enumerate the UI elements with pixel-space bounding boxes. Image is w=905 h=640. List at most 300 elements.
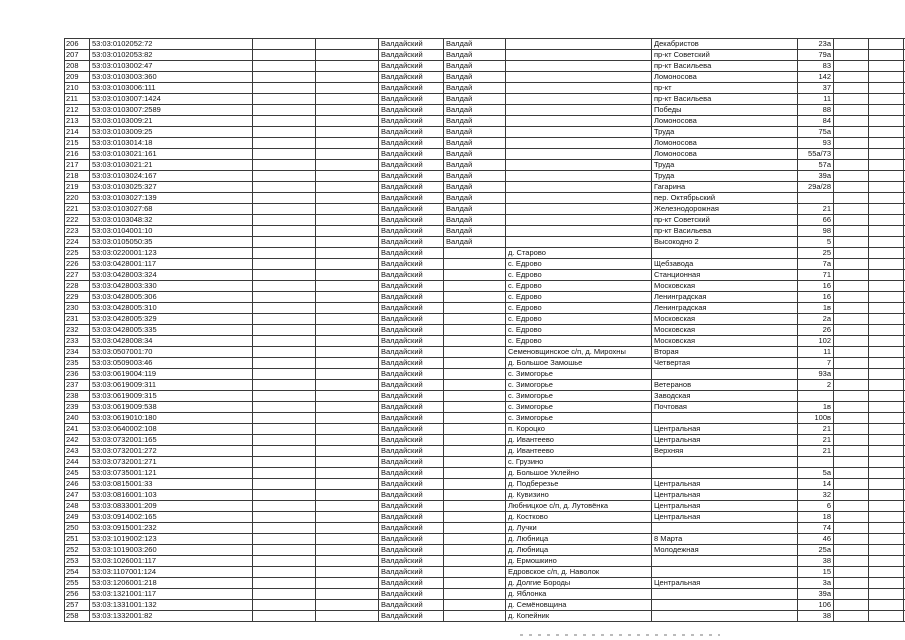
empty-cell [869,160,904,171]
table-row [65,358,905,369]
empty-cell [869,303,904,314]
city-cell: Валдай [444,160,506,171]
empty-cell [834,578,869,589]
empty-cell [253,578,316,589]
city-cell [444,347,506,358]
cadastral-number-cell: 53:03:0619004:119 [90,369,253,380]
district-cell: Валдайский [379,545,444,556]
empty-cell [834,105,869,116]
house-number-cell [798,457,834,468]
empty-cell [253,336,316,347]
table-row [65,281,905,292]
house-number-cell: 21 [798,446,834,457]
empty-cell [869,50,904,61]
empty-cell [316,523,379,534]
district-cell: Валдайский [379,270,444,281]
empty-cell [869,193,904,204]
city-cell: Валдай [444,204,506,215]
empty-cell [316,413,379,424]
street-cell: Четвертая [652,358,798,369]
cadastral-number-cell: 53:03:0428005:306 [90,292,253,303]
empty-cell [316,314,379,325]
empty-cell [316,468,379,479]
cadastral-number-cell: 53:03:0428003:330 [90,281,253,292]
street-cell: Железнодорожная [652,204,798,215]
table-row [65,171,905,182]
house-number-cell: 11 [798,94,834,105]
empty-cell [869,94,904,105]
row-number-cell: 250 [65,523,90,534]
row-number-cell: 258 [65,611,90,622]
house-number-cell: 39а [798,171,834,182]
house-number-cell: 5а [798,468,834,479]
city-cell: Валдай [444,61,506,72]
scan-artifact [520,634,720,636]
empty-cell [834,600,869,611]
empty-cell [253,424,316,435]
empty-cell [253,314,316,325]
row-number-cell: 248 [65,501,90,512]
city-cell [444,446,506,457]
empty-cell [253,160,316,171]
district-cell: Валдайский [379,589,444,600]
city-cell [444,369,506,380]
district-cell: Валдайский [379,413,444,424]
row-number-cell: 236 [65,369,90,380]
district-cell: Валдайский [379,50,444,61]
empty-cell [253,523,316,534]
street-cell [652,589,798,600]
row-number-cell: 206 [65,39,90,50]
cadastral-number-cell: 53:03:1107001:124 [90,567,253,578]
empty-cell [869,402,904,413]
empty-cell [869,61,904,72]
empty-cell [834,336,869,347]
empty-cell [834,72,869,83]
empty-cell [253,248,316,259]
street-cell: пр-кт Советский [652,50,798,61]
street-cell: Станционная [652,270,798,281]
row-number-cell: 230 [65,303,90,314]
empty-cell [253,83,316,94]
table-row [65,116,905,127]
locality-cell: д. Ивантеево [506,446,652,457]
empty-cell [253,534,316,545]
empty-cell [834,369,869,380]
table-row [65,204,905,215]
empty-cell [253,259,316,270]
house-number-cell: 21 [798,435,834,446]
city-cell: Валдай [444,149,506,160]
table-row [65,314,905,325]
empty-cell [869,248,904,259]
empty-cell [869,501,904,512]
empty-cell [253,457,316,468]
district-cell: Валдайский [379,391,444,402]
table-row [65,512,905,523]
empty-cell [869,567,904,578]
cadastral-number-cell: 53:03:0220001:123 [90,248,253,259]
cadastral-number-cell: 53:03:1332001:82 [90,611,253,622]
empty-cell [253,567,316,578]
empty-cell [253,226,316,237]
street-cell [652,248,798,259]
district-cell: Валдайский [379,336,444,347]
empty-cell [869,380,904,391]
street-cell: пр-кт [652,83,798,94]
locality-cell: д. Семёновщина [506,600,652,611]
row-number-cell: 225 [65,248,90,259]
empty-cell [869,479,904,490]
cadastral-number-cell: 53:03:1026001:117 [90,556,253,567]
house-number-cell: 71 [798,270,834,281]
district-cell: Валдайский [379,358,444,369]
cadastral-number-cell: 53:03:0619009:315 [90,391,253,402]
empty-cell [316,292,379,303]
district-cell: Валдайский [379,523,444,534]
cadastral-number-cell: 53:03:0103048:32 [90,215,253,226]
street-cell [652,413,798,424]
street-cell: Ленинградская [652,292,798,303]
house-number-cell: 11 [798,347,834,358]
district-cell: Валдайский [379,105,444,116]
row-number-cell: 237 [65,380,90,391]
locality-cell: с. Едрово [506,281,652,292]
empty-cell [834,138,869,149]
empty-cell [253,215,316,226]
table-row [65,215,905,226]
row-number-cell: 224 [65,237,90,248]
cadastral-number-cell: 53:03:0915001:232 [90,523,253,534]
empty-cell [316,347,379,358]
empty-cell [316,556,379,567]
empty-cell [834,435,869,446]
table-row [65,39,905,50]
table-row [65,424,905,435]
empty-cell [834,512,869,523]
empty-cell [316,182,379,193]
house-number-cell: 32 [798,490,834,501]
empty-cell [834,490,869,501]
empty-cell [834,193,869,204]
empty-cell [316,336,379,347]
locality-cell [506,50,652,61]
empty-cell [834,127,869,138]
city-cell: Валдай [444,116,506,127]
table-row [65,138,905,149]
empty-cell [834,116,869,127]
empty-cell [316,545,379,556]
row-number-cell: 243 [65,446,90,457]
cadastral-number-cell: 53:03:0103006:111 [90,83,253,94]
cadastral-number-cell: 53:03:1321001:117 [90,589,253,600]
empty-cell [253,369,316,380]
house-number-cell: 88 [798,105,834,116]
empty-cell [316,534,379,545]
district-cell: Валдайский [379,204,444,215]
house-number-cell: 7а [798,259,834,270]
empty-cell [869,556,904,567]
house-number-cell: 93а [798,369,834,380]
district-cell: Валдайский [379,127,444,138]
row-number-cell: 246 [65,479,90,490]
table-row [65,61,905,72]
registry-table-container [64,38,848,622]
district-cell: Валдайский [379,182,444,193]
street-cell: Центральная [652,479,798,490]
row-number-cell: 214 [65,127,90,138]
locality-cell: с. Зимогорье [506,391,652,402]
locality-cell [506,149,652,160]
locality-cell: д. Копейник [506,611,652,622]
house-number-cell: 6 [798,501,834,512]
empty-cell [834,424,869,435]
locality-cell [506,237,652,248]
empty-cell [869,347,904,358]
street-cell: Победы [652,105,798,116]
empty-cell [253,61,316,72]
city-cell: Валдай [444,226,506,237]
city-cell: Валдай [444,127,506,138]
empty-cell [869,149,904,160]
house-number-cell: 74 [798,523,834,534]
locality-cell [506,72,652,83]
district-cell: Валдайский [379,292,444,303]
house-number-cell: 5 [798,237,834,248]
empty-cell [316,424,379,435]
locality-cell: д. Костково [506,512,652,523]
street-cell: пр-кт Васильева [652,94,798,105]
empty-cell [316,358,379,369]
cadastral-number-cell: 53:03:0103027:139 [90,193,253,204]
cadastral-number-cell: 53:03:0732001:272 [90,446,253,457]
empty-cell [834,534,869,545]
empty-cell [869,391,904,402]
row-number-cell: 208 [65,61,90,72]
empty-cell [834,182,869,193]
street-cell: Ломоносова [652,149,798,160]
city-cell [444,391,506,402]
locality-cell: д. Подберезье [506,479,652,490]
address-registry-table [64,38,905,622]
table-row [65,567,905,578]
city-cell [444,545,506,556]
city-cell [444,479,506,490]
empty-cell [316,457,379,468]
table-row [65,468,905,479]
table-row [65,435,905,446]
city-cell [444,259,506,270]
empty-cell [869,39,904,50]
table-row [65,391,905,402]
row-number-cell: 211 [65,94,90,105]
locality-cell [506,83,652,94]
table-row [65,94,905,105]
locality-cell: д. Старово [506,248,652,259]
street-cell: пр-кт Васильева [652,61,798,72]
empty-cell [869,512,904,523]
city-cell [444,402,506,413]
table-row [65,248,905,259]
row-number-cell: 232 [65,325,90,336]
city-cell [444,490,506,501]
street-cell [652,567,798,578]
empty-cell [316,105,379,116]
empty-cell [253,589,316,600]
empty-cell [316,248,379,259]
empty-cell [316,160,379,171]
table-row [65,589,905,600]
city-cell [444,424,506,435]
city-cell [444,578,506,589]
empty-cell [869,468,904,479]
street-cell: Верхняя [652,446,798,457]
empty-cell [316,325,379,336]
empty-cell [316,215,379,226]
street-cell: Московская [652,314,798,325]
empty-cell [869,270,904,281]
cadastral-number-cell: 53:03:0103007:2589 [90,105,253,116]
table-row [65,160,905,171]
district-cell: Валдайский [379,435,444,446]
house-number-cell: 83 [798,61,834,72]
house-number-cell: 66 [798,215,834,226]
empty-cell [834,347,869,358]
city-cell [444,248,506,259]
empty-cell [316,567,379,578]
street-cell: Центральная [652,578,798,589]
empty-cell [869,182,904,193]
empty-cell [869,457,904,468]
empty-cell [253,50,316,61]
house-number-cell: 23а [798,39,834,50]
city-cell [444,523,506,534]
district-cell: Валдайский [379,457,444,468]
row-number-cell: 210 [65,83,90,94]
table-body [65,39,905,622]
empty-cell [253,358,316,369]
cadastral-number-cell: 53:03:0102052:72 [90,39,253,50]
district-cell: Валдайский [379,556,444,567]
locality-cell: с. Зимогорье [506,380,652,391]
city-cell [444,270,506,281]
row-number-cell: 207 [65,50,90,61]
street-cell: Московская [652,336,798,347]
cadastral-number-cell: 53:03:0103002:47 [90,61,253,72]
empty-cell [869,589,904,600]
empty-cell [869,204,904,215]
city-cell: Валдай [444,105,506,116]
table-row [65,413,905,424]
locality-cell: д. Любница [506,534,652,545]
cadastral-number-cell: 53:03:0732001:165 [90,435,253,446]
empty-cell [316,149,379,160]
empty-cell [316,171,379,182]
empty-cell [316,50,379,61]
empty-cell [869,523,904,534]
empty-cell [253,94,316,105]
empty-cell [869,281,904,292]
cadastral-number-cell: 53:03:0815001:33 [90,479,253,490]
empty-cell [869,545,904,556]
district-cell: Валдайский [379,94,444,105]
empty-cell [869,490,904,501]
empty-cell [834,61,869,72]
row-number-cell: 257 [65,600,90,611]
empty-cell [869,424,904,435]
row-number-cell: 231 [65,314,90,325]
cadastral-number-cell: 53:03:0732001:271 [90,457,253,468]
locality-cell [506,116,652,127]
district-cell: Валдайский [379,83,444,94]
house-number-cell: 93 [798,138,834,149]
street-cell: Ленинградская [652,303,798,314]
cadastral-number-cell: 53:03:0103009:25 [90,127,253,138]
empty-cell [869,600,904,611]
locality-cell: с. Едрово [506,325,652,336]
district-cell: Валдайский [379,578,444,589]
locality-cell [506,171,652,182]
street-cell: Московская [652,281,798,292]
house-number-cell: 25а [798,545,834,556]
locality-cell [506,193,652,204]
empty-cell [316,600,379,611]
empty-cell [316,259,379,270]
row-number-cell: 220 [65,193,90,204]
district-cell: Валдайский [379,237,444,248]
cadastral-number-cell: 53:03:1019003:260 [90,545,253,556]
house-number-cell: 14 [798,479,834,490]
empty-cell [253,391,316,402]
district-cell: Валдайский [379,281,444,292]
empty-cell [316,479,379,490]
empty-cell [316,369,379,380]
locality-cell: д. Ермошкино [506,556,652,567]
empty-cell [253,72,316,83]
cadastral-number-cell: 53:03:0103021:21 [90,160,253,171]
empty-cell [316,589,379,600]
district-cell: Валдайский [379,380,444,391]
empty-cell [869,138,904,149]
street-cell: Ветеранов [652,380,798,391]
street-cell: Молодежная [652,545,798,556]
street-cell: Труда [652,171,798,182]
house-number-cell: 26 [798,325,834,336]
empty-cell [869,578,904,589]
city-cell [444,435,506,446]
cadastral-number-cell: 53:03:0509003:46 [90,358,253,369]
cadastral-number-cell: 53:03:0640002:108 [90,424,253,435]
empty-cell [834,204,869,215]
empty-cell [834,567,869,578]
district-cell: Валдайский [379,61,444,72]
empty-cell [316,61,379,72]
empty-cell [253,468,316,479]
city-cell [444,567,506,578]
table-row [65,600,905,611]
district-cell: Валдайский [379,534,444,545]
locality-cell: с. Зимогорье [506,402,652,413]
house-number-cell: 21 [798,424,834,435]
empty-cell [253,204,316,215]
house-number-cell: 15 [798,567,834,578]
table-row [65,402,905,413]
empty-cell [834,523,869,534]
street-cell: Щебзавода [652,259,798,270]
empty-cell [869,435,904,446]
cadastral-number-cell: 53:03:0428001:117 [90,259,253,270]
row-number-cell: 229 [65,292,90,303]
